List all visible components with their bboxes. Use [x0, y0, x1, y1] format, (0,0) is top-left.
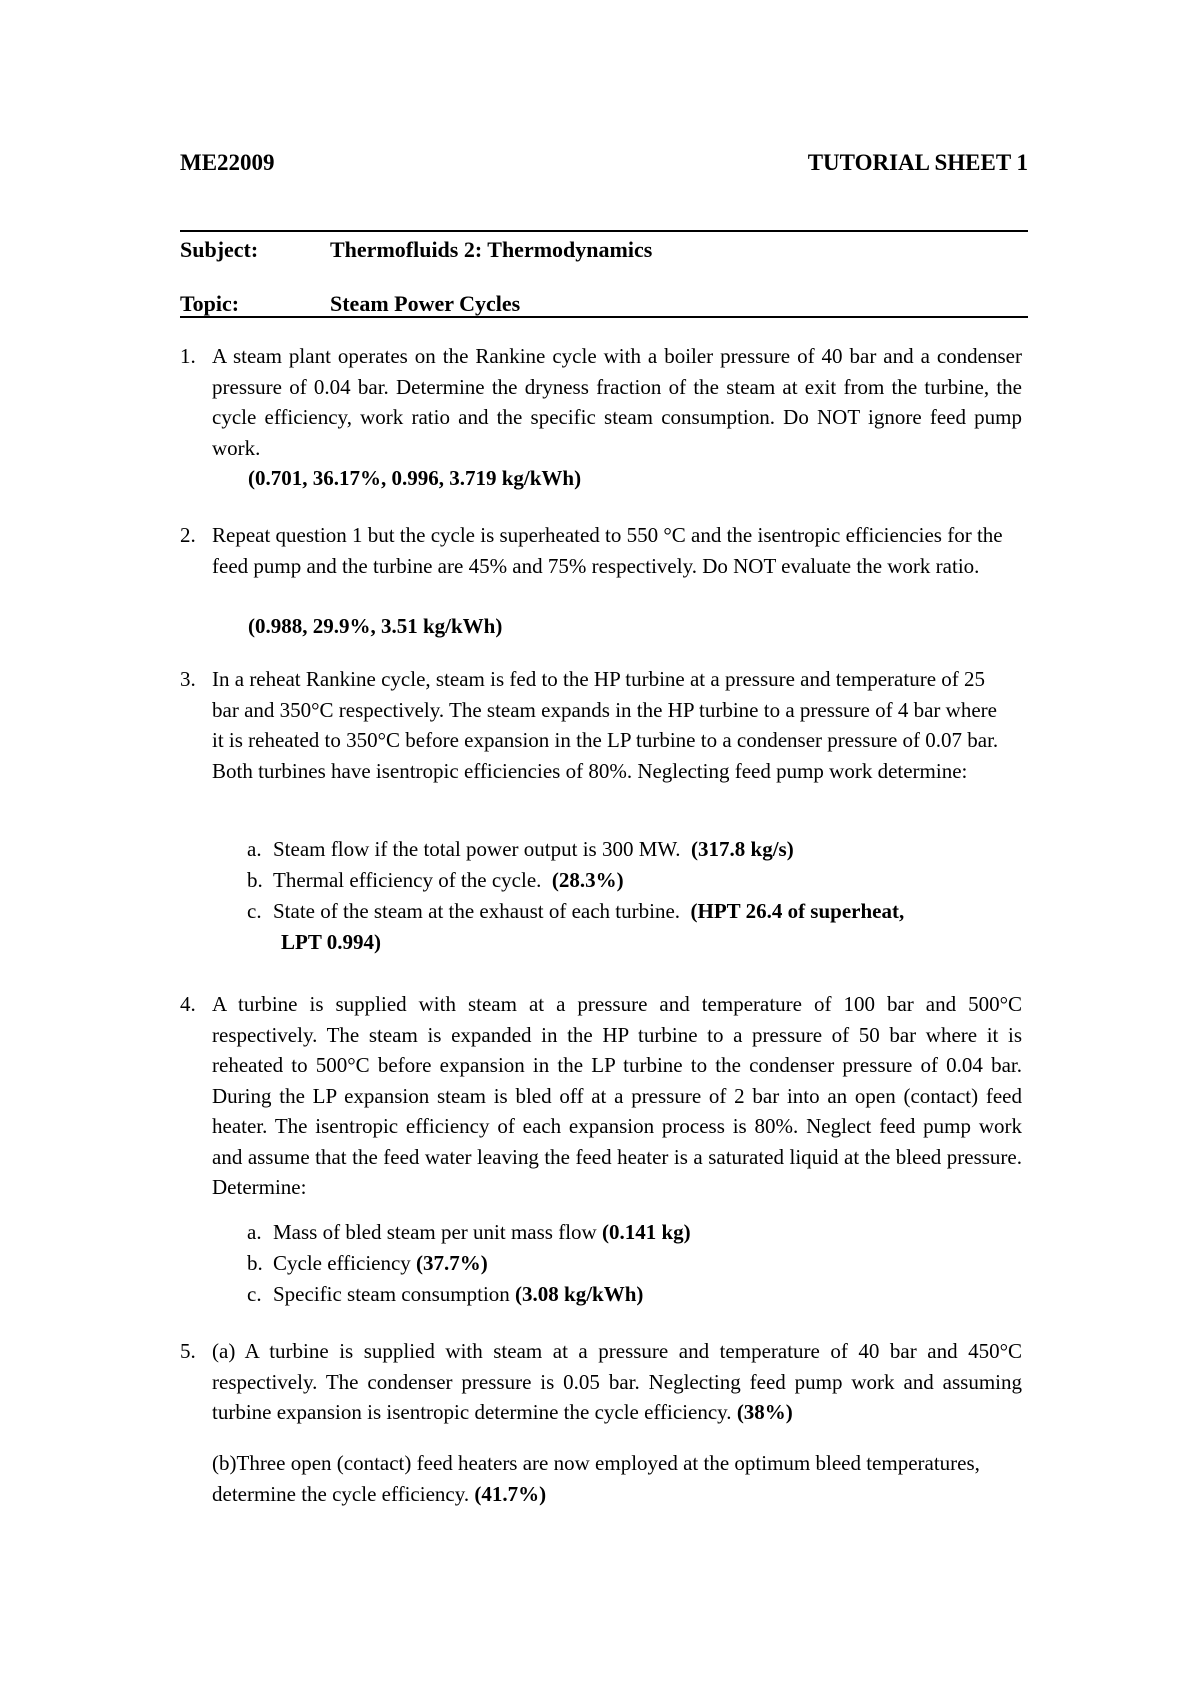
- question-4-part-b: [247, 1248, 1047, 1279]
- part-answer: (37.7%): [416, 1251, 488, 1275]
- question-5b: [212, 1448, 1022, 1510]
- sheet-title: TUTORIAL SHEET 1: [807, 150, 1028, 175]
- part-letter: a.: [247, 1220, 262, 1244]
- question-text: In a reheat Rankine cycle, steam is fed to the HP turbine at a pressure and temperature of 25 bar and 350°C respectively. The steam expands in the HP turbine to a pressure of 4 bar where it is reheated to 350°C before expansion in the LP turbine to a condenser pressure of 0.07 bar. Both turbines have isentropic efficiencies of 80%. Neglecting feed pump work determine:: [212, 667, 999, 783]
- bottom-rule: [180, 316, 1028, 318]
- part-text: Steam flow if the total power output is 300 MW.: [273, 837, 681, 861]
- subject-label: Subject:: [180, 237, 259, 262]
- part-text: Thermal efficiency of the cycle.: [273, 868, 542, 892]
- part-answer: (28.3%): [551, 868, 624, 892]
- topic-label: Topic:: [180, 291, 240, 316]
- part-letter: c.: [247, 899, 262, 923]
- top-rule: [180, 230, 1028, 232]
- question-number: 5.: [180, 1339, 196, 1363]
- question-5a-answer: (38%): [736, 1400, 793, 1424]
- question-5b-answer: (41.7%): [474, 1482, 547, 1506]
- question-3-part-c-answer-cont: LPT 0.994): [281, 930, 381, 954]
- topic-value: Steam Power Cycles: [330, 291, 521, 316]
- question-text: A steam plant operates on the Rankine cycle with a boiler pressure of 40 bar and a condenser pressure of 0.04 bar. Determine the dryness fraction of the steam at exit from the turbine, the cycle efficiency, work ratio and the specific steam consumption. Do NOT ignore feed pump work.: [212, 344, 1022, 460]
- question-3-part-a: [247, 834, 1047, 865]
- part-text: Mass of bled steam per unit mass flow: [273, 1220, 597, 1244]
- part-text: Specific steam consumption: [273, 1282, 510, 1306]
- question-number: 2.: [180, 523, 196, 547]
- question-number: 1.: [180, 344, 196, 368]
- part-text: Cycle efficiency: [273, 1251, 411, 1275]
- question-number: 3.: [180, 667, 196, 691]
- question-answer: (0.701, 36.17%, 0.996, 3.719 kg/kWh): [248, 466, 582, 490]
- question-5a: [212, 1336, 1022, 1428]
- part-answer: (3.08 kg/kWh): [515, 1282, 644, 1306]
- question-number: 4.: [180, 992, 196, 1016]
- question-5a-text: (a) A turbine is supplied with steam at a pressure and temperature of 40 bar and 450°C respectively. The condenser pressure is 0.05 bar. Neglecting feed pump work and assuming turbine expansion is isentropic determine the cycle efficiency.: [212, 1339, 1022, 1424]
- question-4-part-a: [247, 1217, 1047, 1248]
- question-3-part-c: [247, 896, 1047, 927]
- question-4-part-c: [247, 1279, 1047, 1310]
- part-letter: c.: [247, 1282, 262, 1306]
- part-answer: (HPT 26.4 of superheat,: [690, 899, 905, 923]
- part-answer: (0.141 kg): [601, 1220, 691, 1244]
- question-text: A turbine is supplied with steam at a pressure and temperature of 100 bar and 500°C respectively. The steam is expanded in the HP turbine to a pressure of 50 bar where it is reheated to 500°C before expansion in the LP turbine to the condenser pressure of 0.04 bar. During the LP expansion steam is bled off at a pressure of 2 bar into an open (contact) feed heater. The isentropic efficiency of each expansion process is 80%. Neglect feed pump work and assume that the feed water leaving the feed heater is a saturated liquid at the bleed pressure. Determine:: [212, 992, 1022, 1199]
- question-3-part-b: [247, 865, 1047, 896]
- subject-value: Thermofluids 2: Thermodynamics: [330, 237, 653, 262]
- part-letter: b.: [247, 868, 263, 892]
- part-letter: b.: [247, 1251, 263, 1275]
- question-text: Repeat question 1 but the cycle is superheated to 550 °C and the isentropic efficiencies for the feed pump and the turbine are 45% and 75% respectively. Do NOT evaluate the work ratio.: [212, 523, 1003, 578]
- course-code: ME22009: [180, 150, 275, 175]
- question-5b-text: (b)Three open (contact) feed heaters are now employed at the optimum bleed temperatures, determine the cycle efficiency.: [212, 1451, 980, 1506]
- part-text: State of the steam at the exhaust of each turbine.: [273, 899, 681, 923]
- question-answer: (0.988, 29.9%, 3.51 kg/kWh): [248, 614, 503, 638]
- part-letter: a.: [247, 837, 262, 861]
- part-answer: (317.8 kg/s): [691, 837, 794, 861]
